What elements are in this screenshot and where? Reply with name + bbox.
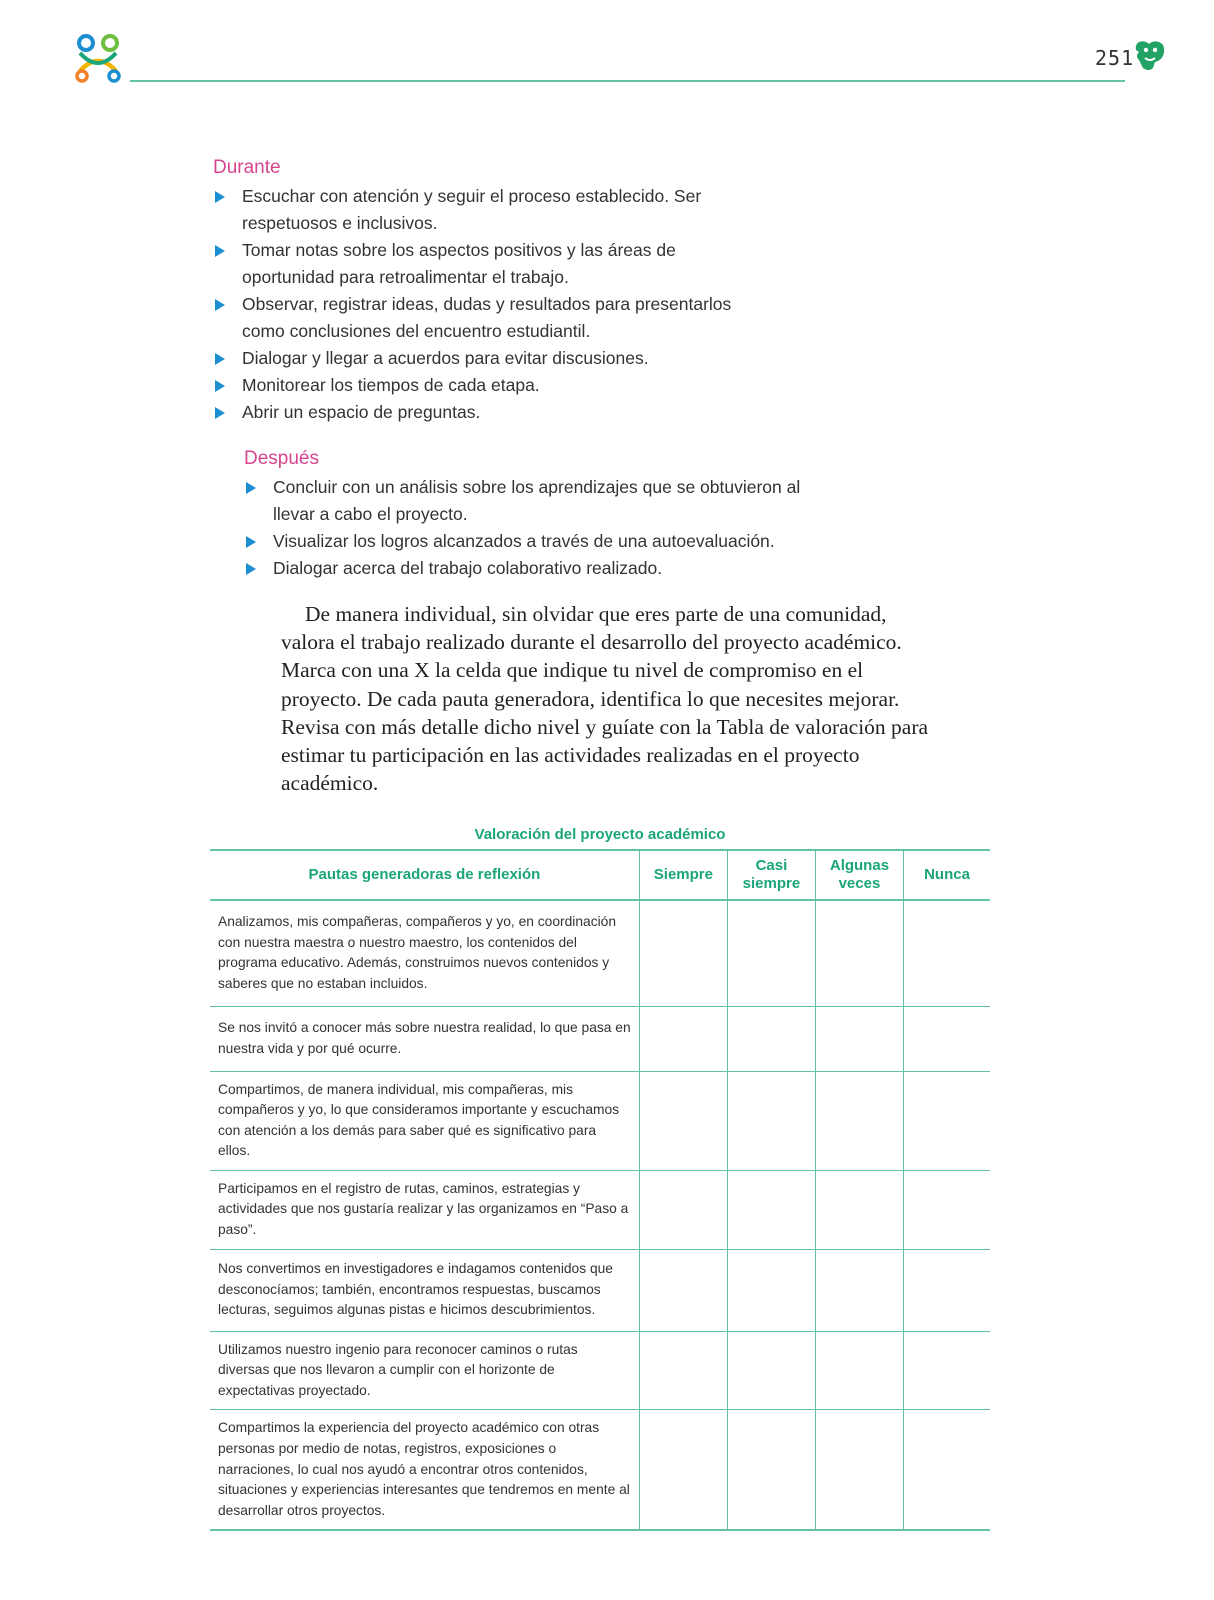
header-criteria: Pautas generadoras de reflexión [210, 850, 639, 900]
list-item [213, 372, 753, 399]
table-row [210, 1170, 990, 1249]
table-row [210, 1249, 990, 1331]
list-item-text: Dialogar acerca del trabajo colaborativo realizado. [273, 558, 663, 578]
mark-cell-algunas-veces[interactable] [815, 1249, 903, 1331]
section-title-despues: Después [244, 448, 319, 469]
table-row [210, 1410, 990, 1530]
list-item [244, 528, 804, 555]
glyph-icon [1133, 38, 1167, 74]
bullet-icon [215, 353, 225, 365]
header-rule [130, 80, 1125, 82]
table-row [210, 1006, 990, 1071]
mark-cell-nunca[interactable] [904, 1006, 990, 1071]
table-row [210, 1071, 990, 1170]
mark-cell-algunas-veces[interactable] [815, 1410, 903, 1530]
mark-cell-casi-siempre[interactable] [727, 1331, 815, 1410]
mark-cell-siempre[interactable] [639, 1410, 727, 1530]
bullet-icon [215, 245, 225, 257]
list-item-text: Observar, registrar ideas, dudas y resultados para presentarlos como conclusiones del encuentro estudiantil. [242, 294, 732, 341]
program-logo [72, 33, 124, 83]
list-item-text: Dialogar y llegar a acuerdos para evitar discusiones. [242, 348, 649, 368]
mark-cell-algunas-veces[interactable] [815, 1006, 903, 1071]
header-casi-siempre: Casi siempre [727, 850, 815, 900]
bullet-icon [246, 482, 256, 494]
list-item [213, 183, 753, 237]
list-item [213, 291, 762, 345]
mark-cell-algunas-veces[interactable] [815, 900, 903, 1006]
list-item-text: Abrir un espacio de preguntas. [242, 402, 481, 422]
table-header-row [210, 850, 990, 900]
mark-cell-nunca[interactable] [904, 1170, 990, 1249]
list-item-text: Monitorear los tiempos de cada etapa. [242, 375, 540, 395]
header-algunas-veces: Algunas veces [815, 850, 903, 900]
mark-cell-casi-siempre[interactable] [727, 1170, 815, 1249]
bullet-icon [215, 380, 225, 392]
criterion-cell: Se nos invitó a conocer más sobre nuestra realidad, lo que pasa en nuestra vida y por qué ocurre. [210, 1006, 639, 1071]
header-siempre: Siempre [639, 850, 727, 900]
mark-cell-casi-siempre[interactable] [727, 1410, 815, 1530]
mark-cell-algunas-veces[interactable] [815, 1170, 903, 1249]
list-item [213, 345, 753, 372]
page-number: 251 [1095, 46, 1135, 70]
table-row [210, 900, 990, 1006]
mark-cell-siempre[interactable] [639, 1331, 727, 1410]
mark-cell-algunas-veces[interactable] [815, 1331, 903, 1410]
table-caption: Valoración del proyecto académico [474, 826, 726, 843]
bullet-icon [246, 563, 256, 575]
evaluation-table [210, 849, 990, 1531]
mark-cell-nunca[interactable] [904, 1331, 990, 1410]
list-item-text: Tomar notas sobre los aspectos positivos y las áreas de oportunidad para retroalimentar el trabajo. [242, 240, 676, 287]
list-item [213, 237, 753, 291]
section-title-durante: Durante [213, 157, 281, 178]
header-nunca: Nunca [904, 850, 990, 900]
list-item [213, 399, 753, 426]
instruction-paragraph: De manera individual, sin olvidar que eres parte de una comunidad, valora el trabajo realizado durante el desarrollo del proyecto académico. Marca con una X la celda que indique tu nivel de compromiso en el proyecto. De cada pauta generadora, identifica lo que necesites mejorar. Revisa con más detalle dicho nivel y guíate con la Tabla de valoración para estimar tu participación en las actividades realizadas en el proyecto académico. [281, 602, 929, 796]
mark-cell-siempre[interactable] [639, 900, 727, 1006]
mark-cell-nunca[interactable] [904, 1249, 990, 1331]
mark-cell-nunca[interactable] [904, 1071, 990, 1170]
criterion-cell: Nos convertimos en investigadores e indagamos contenidos que desconocíamos; también, encontramos respuestas, buscamos lecturas, seguimos algunas pistas e hicimos descubrimientos. [210, 1249, 639, 1331]
list-item [244, 474, 804, 528]
bullet-icon [215, 407, 225, 419]
criterion-cell: Compartimos la experiencia del proyecto académico con otras personas por medio de notas, registros, exposiciones o narraciones, lo cual nos ayudó a encontrar otros contenidos, situaciones y experiencias interesantes que tendremos en mente al desarrollar otros proyectos. [210, 1410, 639, 1530]
bullet-icon [246, 536, 256, 548]
mark-cell-algunas-veces[interactable] [815, 1071, 903, 1170]
mark-cell-siempre[interactable] [639, 1071, 727, 1170]
mark-cell-siempre[interactable] [639, 1249, 727, 1331]
durante-list [213, 183, 753, 426]
mark-cell-nunca[interactable] [904, 900, 990, 1006]
mark-cell-casi-siempre[interactable] [727, 900, 815, 1006]
criterion-cell: Utilizamos nuestro ingenio para reconocer caminos o rutas diversas que nos llevaron a cumplir con el horizonte de expectativas proyectado. [210, 1331, 639, 1410]
list-item-text: Concluir con un análisis sobre los aprendizajes que se obtuvieron al llevar a cabo el proyecto. [273, 477, 801, 524]
list-item-text: Escuchar con atención y seguir el proceso establecido. Ser respetuosos e inclusivos. [242, 186, 702, 233]
list-item-text: Visualizar los logros alcanzados a través de una autoevaluación. [273, 531, 775, 551]
mark-cell-nunca[interactable] [904, 1410, 990, 1530]
mark-cell-siempre[interactable] [639, 1170, 727, 1249]
list-item [244, 555, 804, 582]
mark-cell-casi-siempre[interactable] [727, 1249, 815, 1331]
mark-cell-siempre[interactable] [639, 1006, 727, 1071]
criterion-cell: Analizamos, mis compañeras, compañeros y yo, en coordinación con nuestra maestra o nuestro maestro, los contenidos del programa educativo. Además, construimos nuevos contenidos y saberes que no estaban incluidos. [210, 900, 639, 1006]
mark-cell-casi-siempre[interactable] [727, 1071, 815, 1170]
criterion-cell: Participamos en el registro de rutas, caminos, estrategias y actividades que nos gustaría realizar y las organizamos en “Paso a paso”. [210, 1170, 639, 1249]
bullet-icon [215, 191, 225, 203]
despues-list [244, 474, 804, 582]
criterion-cell: Compartimos, de manera individual, mis compañeras, mis compañeros y yo, lo que consideramos importante y escuchamos con atención a los demás para saber qué es significativo para ellos. [210, 1071, 639, 1170]
table-row [210, 1331, 990, 1410]
mark-cell-casi-siempre[interactable] [727, 1006, 815, 1071]
bullet-icon [215, 299, 225, 311]
